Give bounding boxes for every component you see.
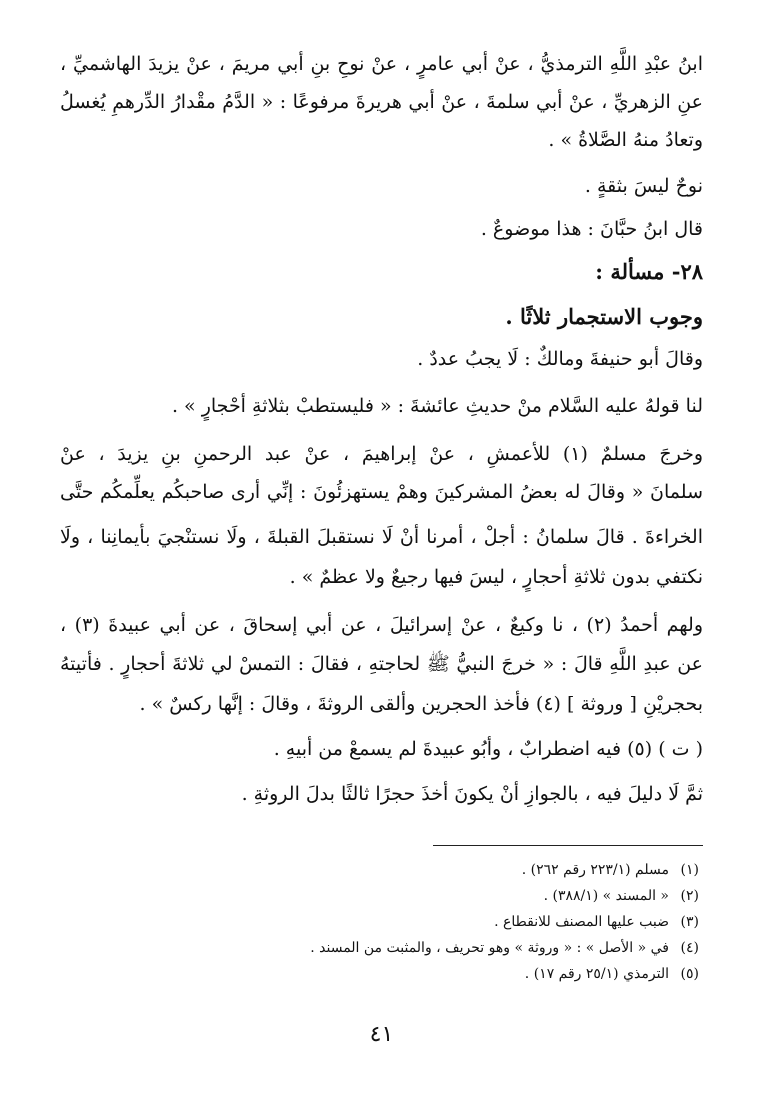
footnote-3	[60, 912, 699, 932]
footnote-1	[60, 860, 699, 880]
text-line-12: الخراءةَ . قالَ سلمانُ : أجلْ ، أمرنا أنْ لَا نستقبلَ القبلةَ ، ولَا نستنْجيَ بأيمانِنا ، ولَا	[60, 526, 703, 548]
footnote-4	[60, 938, 699, 958]
footnote-number: (١)	[680, 862, 699, 878]
footnote-number: (٣)	[680, 914, 699, 930]
text-line-9: لنا قولهُ عليه السَّلام منْ حديثِ عائشةَ : « فليستطبْ بثلاثةِ أحْجارٍ » .	[171, 395, 703, 417]
text-line-3: وتعادُ منهُ الصَّلاةُ » .	[548, 129, 703, 151]
text-line-1: ابنُ عبْدِ اللَّهِ الترمذيُّ ، عنْ أبي عامرٍ ، عنْ نوحِ بنِ أبي مريمَ ، عنْ يزيدَ الهاشميِّ ،	[60, 53, 703, 75]
text-line-2: عنِ الزهريِّ ، عنْ أبي سلمةَ ، عنْ أبي هريرةَ مرفوعًا : « الدَّمُ مقْدارُ الدِّرهمِ يُغسلُ	[60, 91, 703, 113]
footnote-divider	[433, 845, 703, 846]
text-line-4: نوحٌ ليسَ بثقةٍ .	[584, 175, 703, 197]
footnote-5	[60, 964, 699, 984]
text-line-8: وقالَ أبو حنيفةَ ومالكٌ : لَا يجبُ عددٌ .	[417, 348, 703, 370]
footnote-text: الترمذي (٢٥/١ رقم ١٧) .	[524, 966, 669, 982]
footnote-text: « المسند » (٣٨٨/١) .	[543, 888, 669, 904]
footnote-text: ضبب عليها المصنف للانقطاع .	[494, 914, 669, 930]
footnote-number: (٢)	[680, 888, 699, 904]
text-line-11: سلمانَ « وقالَ له بعضُ المشركينَ وهمْ يستهزئُونَ : إنِّي أرى صاحبكُم يعلِّمكُم حتَّى	[60, 481, 703, 503]
footnote-number: (٥)	[680, 966, 699, 982]
page-number: ٤١	[369, 1022, 394, 1047]
text-line-14: ولهم أحمدُ (٢) ، نا وكيعٌ ، عنْ إسرائيلَ ، عن أبي إسحاقَ ، عن أبي عبيدةَ (٣) ،	[60, 614, 703, 636]
footnote-2	[60, 886, 699, 906]
text-line-13: نكتفي بدون ثلاثةِ أحجارٍ ، ليسَ فيها رجيعٌ ولا عظمٌ » .	[289, 566, 703, 588]
text-line-5: قال ابنُ حبَّانَ : هذا موضوعٌ .	[480, 218, 703, 240]
text-line-18: ثمَّ لَا دليلَ فيه ، بالجوازِ أنْ يكونَ أخذَ حجرًا ثالثًا بدلَ الروثةِ .	[241, 783, 703, 805]
section-heading: ٢٨- مسألة :	[595, 259, 703, 284]
footnote-text: مسلم (٢٢٣/١ رقم ٢٦٢) .	[521, 862, 669, 878]
section-subheading: وجوب الاستجمار ثلاثًا .	[505, 304, 703, 329]
text-line-10: وخرجَ مسلمٌ (١) للأعمشِ ، عنْ إبراهيمَ ، عنْ عبد الرحمنِ بنِ يزيدَ ، عنْ	[60, 443, 703, 465]
footnote-number: (٤)	[680, 940, 699, 956]
text-line-16: بحجريْنِ [ وروثة ] (٤) فأخذ الحجرين وألقى الروثةَ ، وقالَ : إنَّها ركسٌ » .	[139, 693, 703, 715]
text-line-15: عن عبدِ اللَّهِ قالَ : « خرجَ النبيُّ ﷺ لحاجتهِ ، فقالَ : التمسْ لي ثلاثةَ أحجارٍ . فأتيتهُ	[60, 653, 703, 675]
text-line-17: ( ت ) (٥) فيه اضطرابٌ ، وأبُو عبيدةَ لم يسمعْ من أبيهِ .	[273, 738, 703, 760]
footnote-text: في « الأصل » : « وروثة » وهو تحريف ، والمثبت من المسند .	[310, 940, 669, 956]
